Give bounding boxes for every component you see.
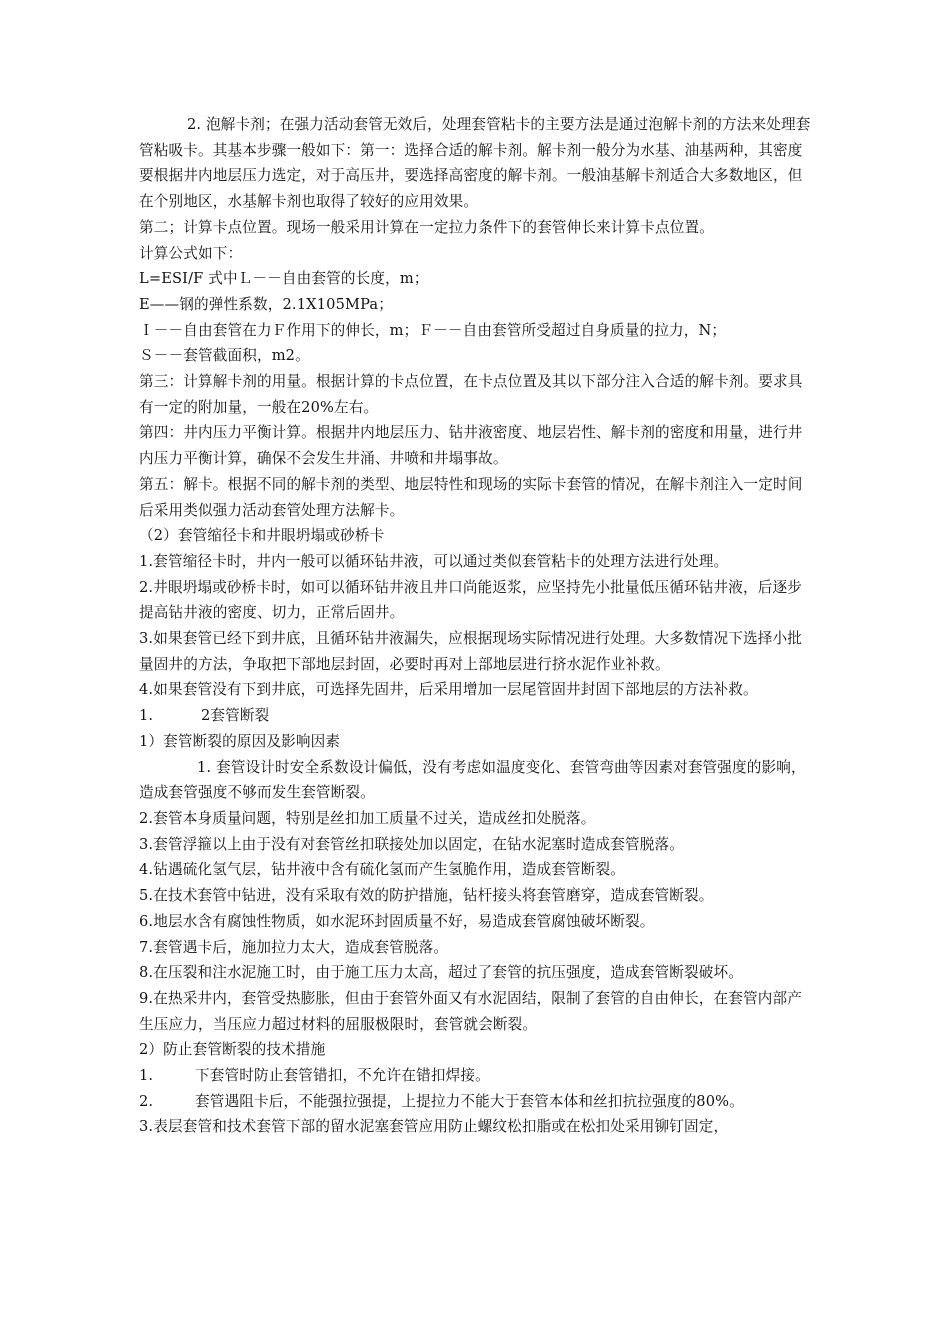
paragraph: 计算公式如下： — [139, 244, 243, 262]
paragraph: 第二；计算卡点位置。现场一般采用计算在一定拉力条件下的套管伸长来计算卡点位置。 — [139, 218, 715, 236]
list-item: 3.如果套管已经下到井底，且循环钻井液漏失，应根据现场实际情况进行处理。大多数情况下选择小批量固井的方法，争取把下部地层封固，必要时再对上部地层进行挤水泥作业补救。 — [139, 630, 802, 673]
paragraph: 第五：解卡。根据不同的解卡剂的类型、地层特性和现场的实际卡套管的情况，在解卡剂注入一定时间后采用类似强力活动套管处理方法解卡。 — [139, 475, 803, 519]
list-item: 6.地层水含有腐蚀性物质，如水泥环封固质量不好，易造成套管腐蚀破坏断裂。 — [139, 912, 655, 930]
list-text: 套管遇阻卡后，不能强拉强提，上提拉力不能大于套管本体和丝扣抗拉强度的80%。 — [195, 1092, 744, 1110]
list-number: 1. — [139, 707, 154, 725]
section-heading — [139, 703, 815, 729]
document-body — [139, 112, 815, 1140]
list-item: 2.套管本身质量问题，特别是丝扣加工质量不过关，造成丝扣处脱落。 — [139, 809, 596, 827]
list-item: 2.井眼坍塌或砂桥卡时，如可以循环钻井液且井口尚能返浆，应坚持先小批量低压循环钻井液，后逐步提高钻井液的密度、切力，正常后固井。 — [139, 578, 802, 622]
list-item: 1. 套管设计时安全系数设计偏低，没有考虑如温度变化、套管弯曲等因素对套管强度的影响，造成套管强度不够而发生套管断裂。 — [139, 758, 806, 802]
list-item: 3.表层套管和技术套管下部的留水泥塞套管应用防止螺纹松扣脂或在松扣处采用铆钉固定， — [139, 1118, 729, 1136]
list-item: 5.在技术套管中钻进，没有采取有效的防护措施，钻杆接头将套管磨穿，造成套管断裂。 — [139, 887, 714, 905]
heading-text: 2套管断裂 — [201, 707, 270, 725]
list-text: 下套管时防止套管错扣，不允许在错扣焊接。 — [195, 1067, 490, 1085]
list-item: 4.如果套管没有下到井底，可选择先固井，后采用增加一层尾管固井封固下部地层的方法补救。 — [139, 681, 758, 699]
list-item — [139, 1063, 815, 1089]
list-item: 3.套管浮箍以上由于没有对套管丝扣联接处加以固定，在钻水泥塞时造成套管脱落。 — [139, 835, 685, 853]
list-number: 1. — [139, 1067, 154, 1085]
list-item: 9.在热采井内，套管受热膨胀，但由于套管外面又有水泥固结，限制了套管的自由伸长，在套管内部产生压应力，当压应力超过材料的屈服极限时，套管就会断裂。 — [139, 989, 802, 1033]
list-item: 8.在压裂和注水泥施工时，由于施工压力太高，超过了套管的抗压强度，造成套管断裂破坏。 — [139, 964, 743, 982]
paragraph: 2. 泡解卡剂；在强力活动套管无效后，处理套管粘卡的主要方法是通过泡解卡剂的方法来处理套管粘吸卡。其基本步骤一般如下：第一：选择合适的解卡剂。解卡剂一般分为水基、油基两种，其密度要根据井内地层压力选定，对于高压井，要选择高密度的解卡剂。一般油基解卡剂适合大多数地区，但在个别地区，水基解卡剂也取得了较好的应用效果。 — [139, 116, 811, 211]
list-item: 1.套管缩径卡时，井内一般可以循环钻井液，可以通过类似套管粘卡的处理方法进行处理。 — [139, 552, 729, 570]
formula-line: Ｓ－－套管截面积，m2。 — [139, 347, 310, 365]
list-item — [139, 1089, 815, 1115]
formula-line: E——钢的弹性系数，2.1X105MPa； — [139, 295, 394, 313]
subsection-heading: 2）防止套管断裂的技术措施 — [139, 1041, 326, 1059]
list-item: 4.钻遇硫化氢气层，钻井液中含有硫化氢而产生氢脆作用，造成套管断裂。 — [139, 861, 626, 879]
paragraph: 第四：井内压力平衡计算。根据井内地层压力、钻井液密度、地层岩性、解卡剂的密度和用量，进行井内压力平衡计算，确保不会发生井涌、井喷和井塌事故。 — [139, 424, 803, 468]
section-heading: （2）套管缩径卡和井眼坍塌或砂桥卡 — [139, 527, 385, 545]
subsection-heading: 1）套管断裂的原因及影响因素 — [139, 732, 341, 750]
formula-line: L=ESI/F 式中Ｌ－－自由套管的长度，m； — [139, 270, 429, 288]
paragraph: 第三：计算解卡剂的用量。根据计算的卡点位置，在卡点位置及其以下部分注入合适的解卡剂。要求具有一定的附加量，一般在20%左右。 — [139, 373, 803, 416]
list-item: 7.套管遇卡后，施加拉力太大，造成套管脱落。 — [139, 938, 449, 956]
list-number: 2. — [139, 1092, 154, 1110]
formula-line: Ｉ－－自由套管在力Ｆ作用下的伸长，m；Ｆ－－自由套管所受超过自身质量的拉力，N； — [139, 321, 727, 339]
